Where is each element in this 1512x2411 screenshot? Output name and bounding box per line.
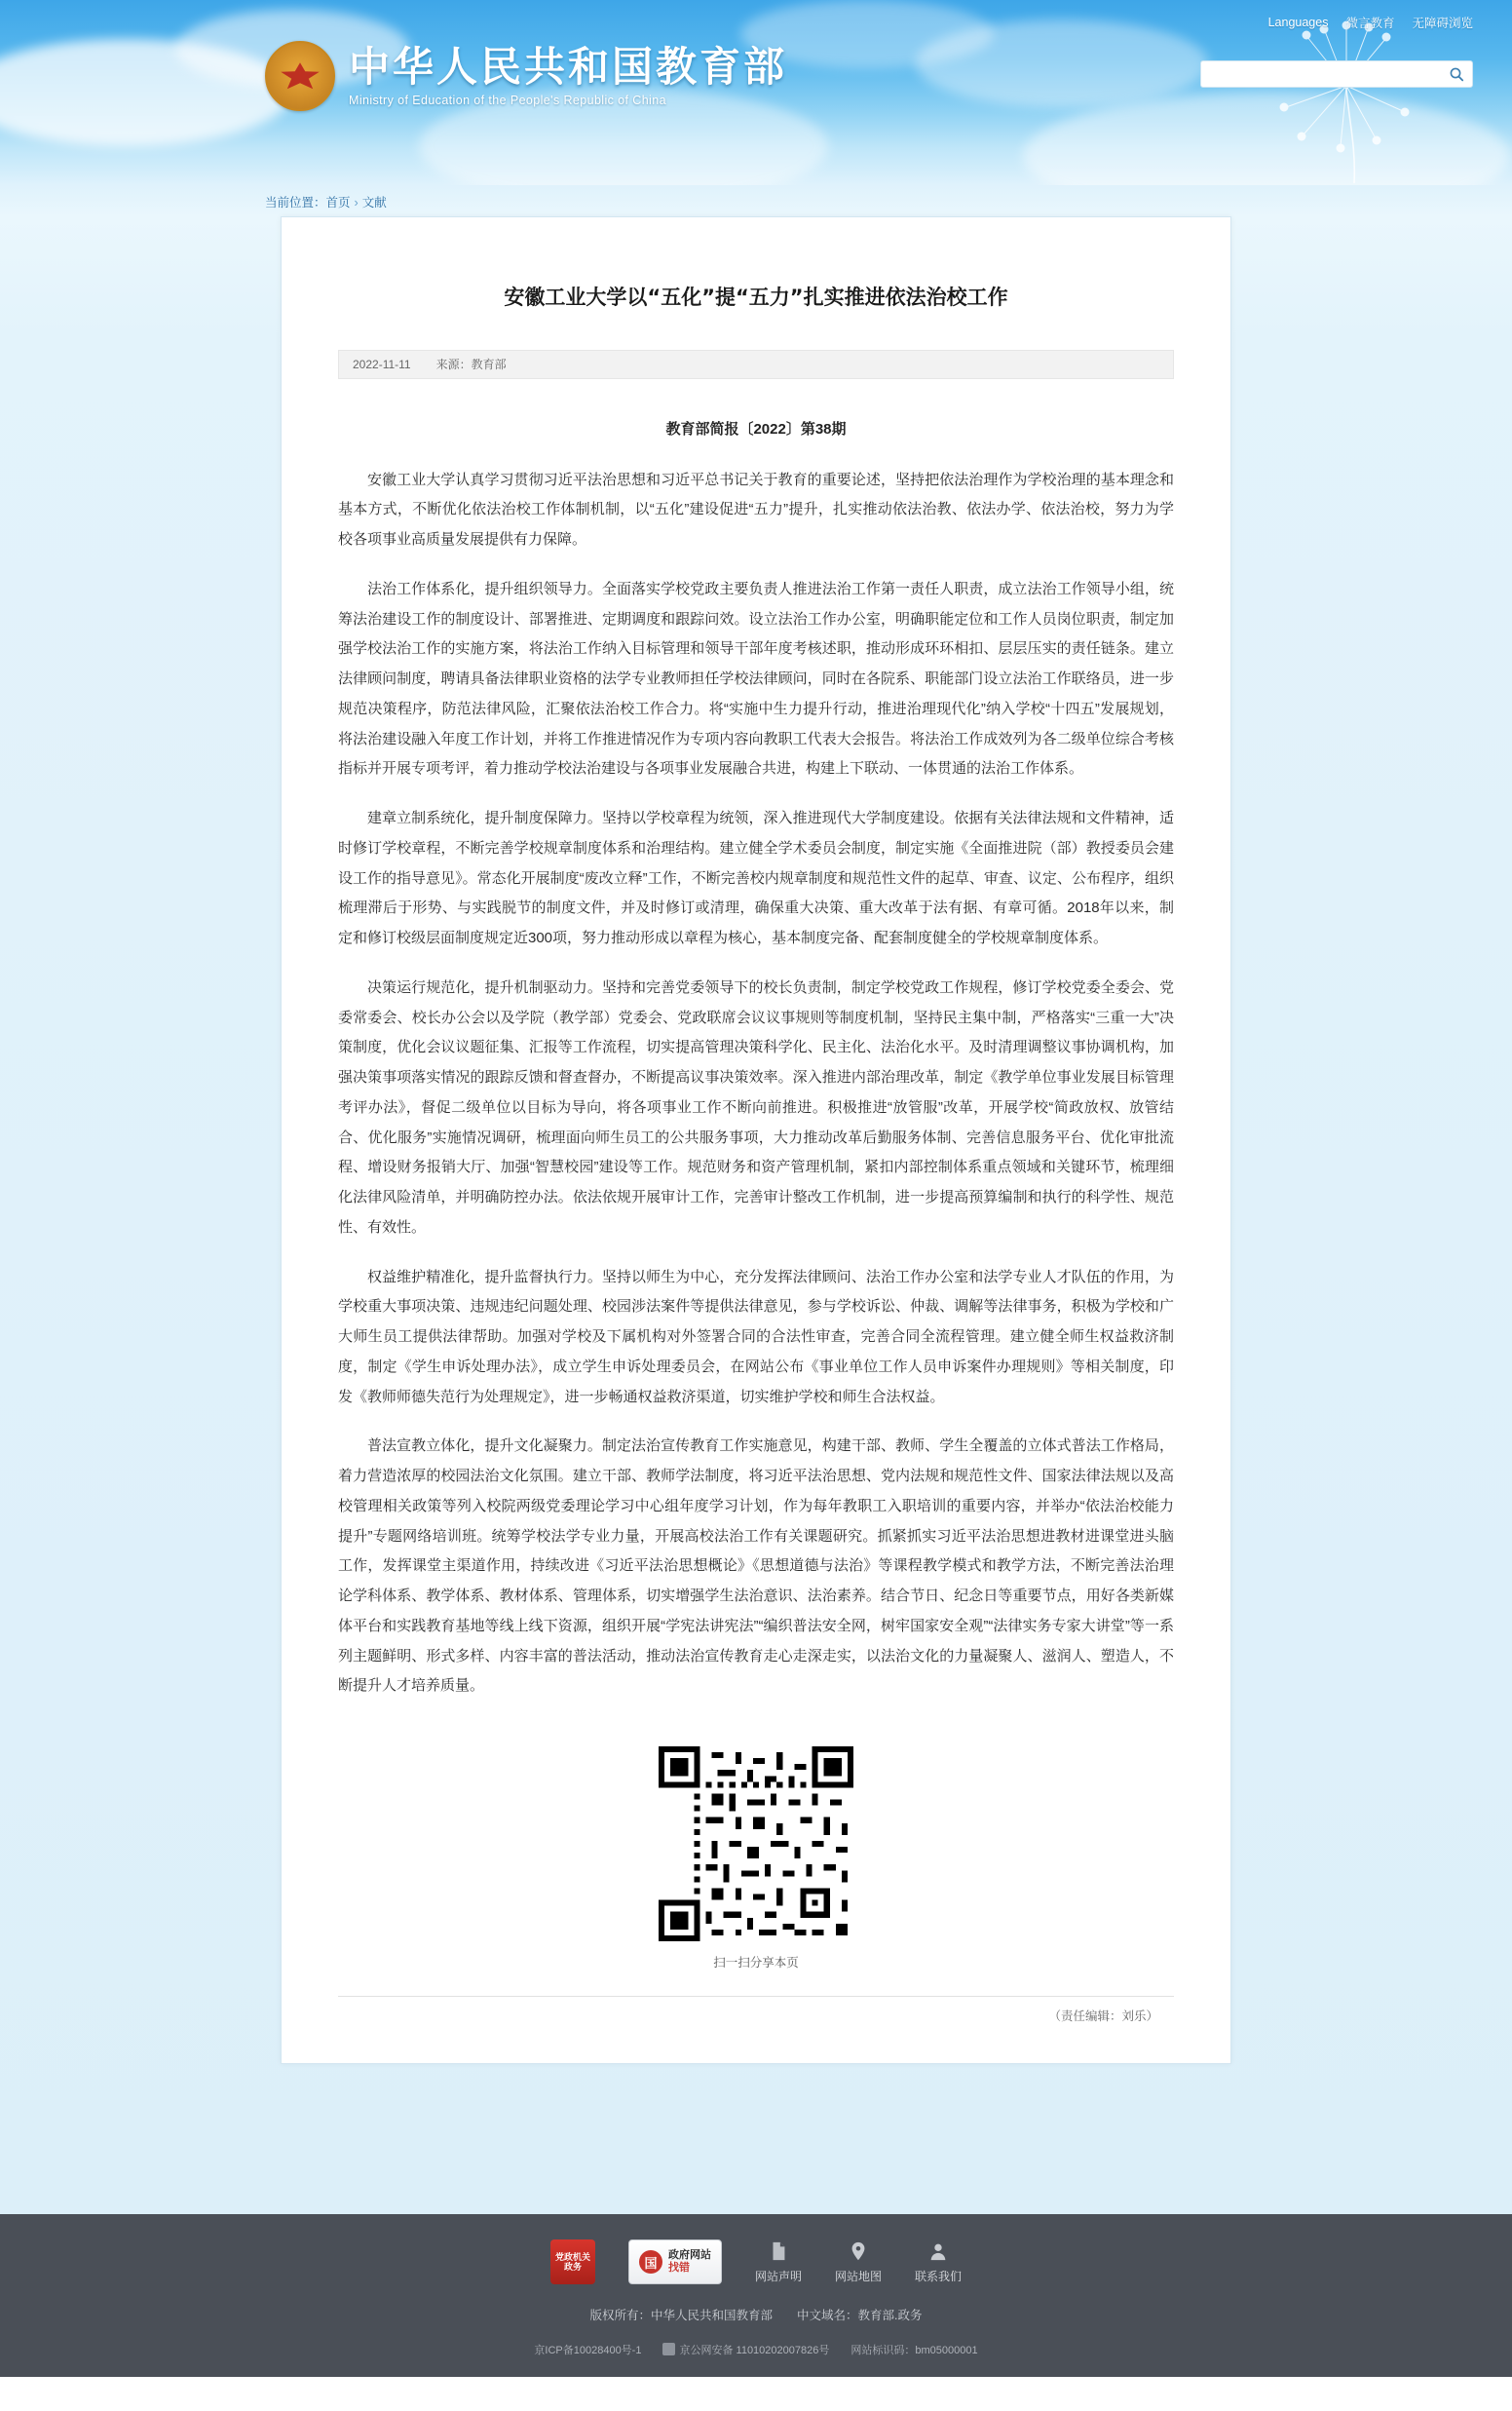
footer-records	[0, 2342, 1512, 2357]
article-editor: （责任编辑：刘乐）	[338, 1996, 1174, 2024]
footer-police-record-text: 京公网安备 11010202007826号	[679, 2345, 830, 2356]
map-pin-icon	[848, 2240, 869, 2262]
article-paper	[281, 216, 1231, 2064]
gov-badge-line2: 找错	[667, 2262, 690, 2274]
national-emblem-icon	[265, 41, 335, 111]
breadcrumb-item-home[interactable]: 首页	[325, 196, 351, 210]
article-source: 来源：教育部	[435, 358, 507, 372]
footer-link-label: 网站声明	[754, 2269, 802, 2283]
footer-site-code: 网站标识码：bm05000001	[850, 2345, 978, 2356]
search-input[interactable]	[1201, 61, 1441, 87]
footer-copyright: 版权所有：中华人民共和国教育部 中文域名：教育部.政务	[589, 2309, 923, 2322]
breadcrumb-item-documents[interactable]: 文献	[361, 196, 387, 210]
footer-link-label: 联系我们	[915, 2269, 963, 2283]
site-logo-block[interactable]	[265, 41, 787, 111]
gov-site-badge[interactable]	[628, 2239, 722, 2284]
search-button[interactable]	[1441, 61, 1472, 87]
site-subtitle: Ministry of Education of the People's Republic of China	[349, 94, 666, 108]
article-paragraph: 建章立制系统化，提升制度保障力。坚持以学校章程为统领，深入推进现代大学制度建设。依据有关法律法规和文件精神，适时修订学校章程，不断完善学校规章制度体系和治理结构。建立健全学术委员会制度，制定实施《全面推进院（部）教授委员会建设工作的指导意见》。常态化开展制度“废改立释”工作，不断完善校内规章制度和规范性文件的起草、审查、议定、公布程序，组织梳理滞后于形势、与实践脱节的制度文件，并及时修订或清理，确保重大决策、重大改革于法有据、有章可循。2018年以来，制定和修订校级层面制度规定近300项，努力推动形成以章程为核心，基本制度完备、配套制度健全的学校规章制度体系。	[338, 810, 1174, 947]
document-icon	[768, 2240, 789, 2262]
breadcrumb	[0, 185, 1512, 216]
article-meta-bar	[338, 350, 1174, 379]
party-badge-line1: 党政机关	[554, 2251, 590, 2262]
footer-link-statement[interactable]	[755, 2240, 802, 2284]
article-paragraph: 安徽工业大学认真学习贯彻习近平法治思想和习近平总书记关于教育的重要论述，坚持把依法治理作为学校治理的基本理念和基本方式，不断优化依法治校工作体制机制，以“五化”建设促进“五力”提升，扎实推动依法治教、依法办学、依法治校，努力为学校各项事业高质量发展提供有力保障。	[338, 471, 1174, 549]
footer-link-sitemap[interactable]	[835, 2240, 882, 2284]
top-link-accessibility[interactable]: 无障碍浏览	[1412, 17, 1473, 30]
article-paragraph: 普法宣教立体化，提升文化凝聚力。制定法治宣传教育工作实施意见，构建干部、教师、学生全覆盖的立体式普法工作格局，着力营造浓厚的校园法治文化氛围。建立干部、教师学法制度，将习近平法治思想、党内法规和规范性文件、国家法律法规以及高校管理相关政策等列入校院两级党委理论学习中心组年度学习计划，作为每年教职工入职培训的重要内容，并举办“依法治校能力提升”专题网络培训班。统筹学校法学专业力量，开展高校法治工作有关课题研究。抓紧抓实习近平法治思想进教材进课堂进头脑工作，发挥课堂主渠道作用，持续改进《习近平法治思想概论》《思想道德与法治》等课程教学模式和教学方法，不断完善法治理论学科体系、教学体系、教材体系、管理体系，切实增强学生法治意识、法治素养。结合节日、纪念日等重要节点，用好各类新媒体平台和实践教育基地等线上线下资源，组织开展“学宪法讲宪法”“编织普法安全网，树牢国家安全观”“法律实务专家大讲堂”等一系列主题鲜明、形式多样、内容丰富的普法活动，推动法治宣传教育走心走深走实，以法治文化的力量凝聚人、滋润人、塑造人，不断提升人才培养质量。	[338, 1437, 1174, 1695]
breadcrumb-label: 当前位置：	[265, 196, 326, 210]
page-background	[0, 216, 1512, 2214]
page-title: 安徽工业大学以“五化”提“五力”扎实推进依法治校工作	[504, 286, 1008, 310]
article-paragraph: 决策运行规范化，提升机制驱动力。坚持和完善党委领导下的校长负责制，制定学校党政工作规程，修订学校党委全委会、党委常委会、校长办公会以及学院（教学部）党委会、党政联席会议议事规则等制度机制，坚持民主集中制，严格落实“三重一大”决策制度，优化会议议题征集、汇报等工作流程，切实提高管理决策科学化、民主化、法治化水平。及时清理调整议事协调机构，加强决策事项落实情况的跟踪反馈和督查督办，不断提高议事决策效率。深入推进内部治理改革，制定《教学单位事业发展目标管理考评办法》，督促二级单位以目标为导向，将各项事业工作不断向前推进。积极推进“放管服”改革，开展学校“简政放权、放管结合、优化服务”实施情况调研，梳理面向师生员工的公共服务事项，大力推动改革后勤服务体制、完善信息服务平台、优化审批流程、增设财务报销大厅、加强“智慧校园”建设等工作。规范财务和资产管理机制，紧扣内部控制体系重点领域和关键环节，梳理细化法律风险清单，并明确防控办法。依法依规开展审计工作，完善审计整改工作机制，进一步提高预算编制和执行的科学性、规范性、有效性。	[338, 978, 1174, 1236]
user-icon	[927, 2240, 949, 2262]
article-paragraph: 权益维护精准化，提升监督执行力。坚持以师生为中心，充分发挥法律顾问、法治工作办公室和法学专业人才队伍的作用，为学校重大事项决策、违规违纪问题处理、校园涉法案件等提供法律意见，参与学校诉讼、仲裁、调解等法律事务，积极为学校和广大师生员工提供法律帮助。加强对学校及下属机构对外签署合同的合法性审查，完善合同全流程管理。建立健全师生权益救济制度，制定《学生申诉处理办法》，成立学生申诉处理委员会，在网站公布《事业单位工作人员申诉案件办理规则》等相关制度，印发《教师师德失范行为处理规定》，进一步畅通权益救济渠道，切实维护学校和师生合法权益。	[338, 1268, 1174, 1405]
qr-share-block	[659, 1746, 853, 1971]
footer-link-contact[interactable]	[915, 2240, 962, 2284]
party-badge[interactable]	[550, 2239, 595, 2284]
footer-icp-record[interactable]: 京ICP备10028400号-1	[534, 2345, 642, 2356]
dandelion-decoration	[1239, 10, 1454, 185]
footer-police-record[interactable]	[662, 2342, 829, 2357]
header-top-links[interactable]	[1268, 14, 1473, 31]
search-icon	[1449, 66, 1464, 82]
article-body	[338, 466, 1174, 1703]
site-footer	[0, 2214, 1512, 2377]
article-date: 2022-11-11	[353, 357, 411, 371]
gov-badge-line1: 政府网站	[667, 2248, 711, 2261]
article-issue: 教育部简报〔2022〕第38期	[665, 420, 847, 438]
qr-code-image	[659, 1746, 853, 1941]
qr-caption: 扫一扫分享本页	[713, 1956, 799, 1971]
police-badge-icon	[662, 2343, 675, 2355]
search-box[interactable]	[1200, 60, 1473, 88]
site-header	[0, 0, 1512, 185]
article-paragraph: 法治工作体系化，提升组织领导力。全面落实学校党政主要负责人推进法治工作第一责任人职责，成立法治工作领导小组，统筹法治建设工作的制度设计、部署推进、定期调度和跟踪问效。设立法治工作办公室，明确职能定位和工作人员岗位职责，制定加强学校法治工作的实施方案，将法治工作纳入目标管理和领导干部年度考核述职，推动形成环环相扣、层层压实的责任链条。建立法律顾问制度，聘请具备法律职业资格的法学专业教师担任学校法律顾问，同时在各院系、职能部门设立法治工作联络员，进一步规范决策程序，防范法律风险，汇聚依法治校工作合力。将“实施中生力提升行动，推进治理现代化”纳入学校“十四五”发展规划，将法治建设融入年度工作计划，并将工作推进情况作为专项内容向教职工代表大会报告。将法治工作成效列为各二级单位综合考核指标并开展专项考评，着力推动学校法治建设与各项事业发展融合共进，构建上下联动、一体贯通的法治工作体系。	[338, 580, 1174, 778]
footer-link-label: 网站地图	[834, 2269, 882, 2283]
breadcrumb-separator: ›	[354, 196, 359, 210]
footer-icon-row	[0, 2239, 1512, 2284]
party-badge-line2: 政务	[563, 2262, 582, 2272]
gov-badge-mark-icon: 国	[639, 2250, 662, 2274]
top-link-weiyan[interactable]: 微言教育	[1345, 17, 1395, 30]
site-title: 中华人民共和国教育部	[349, 42, 788, 91]
top-link-languages[interactable]: Languages	[1267, 16, 1329, 29]
